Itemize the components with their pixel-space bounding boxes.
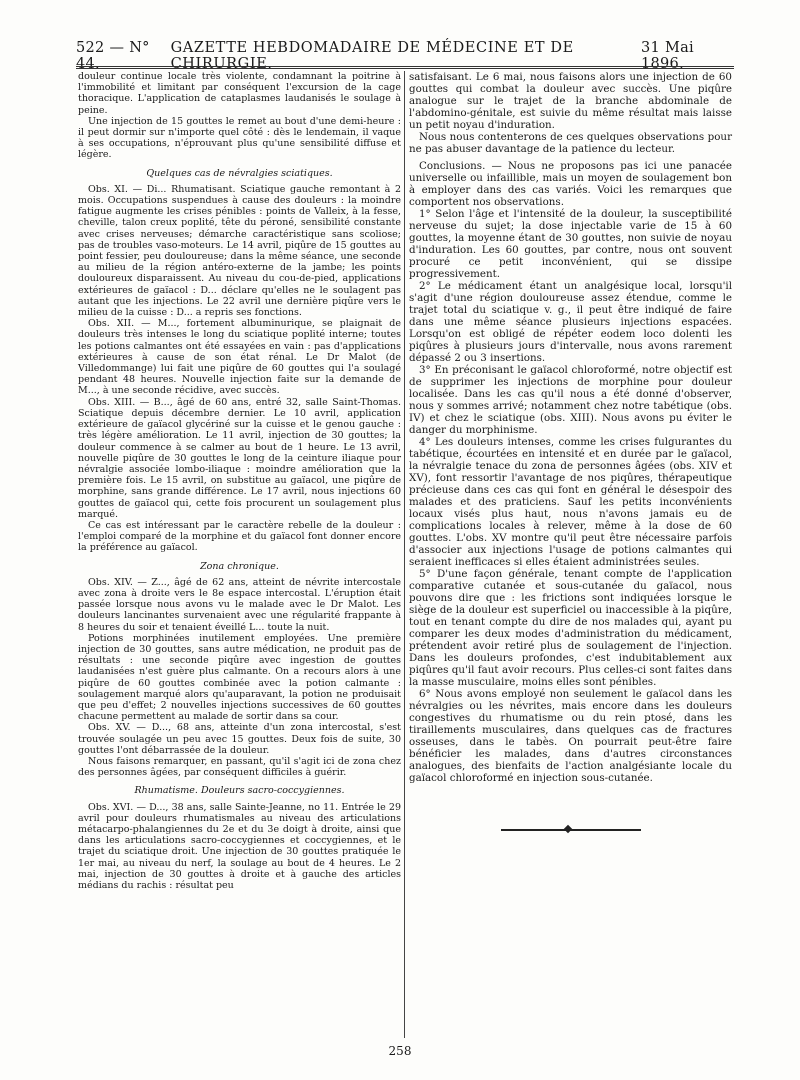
paragraph: 3° En préconisant le gaïacol chloroformé, notre objectif est de supprimer les injections de morphine pour douleur localisée. Dans les cas qu'il nous a été donné d'observer, nous y sommes arrivé; notamment chez notre tabétique (obs. IV) et chez le sciatique (obs. XIII). Nous avons pu éviter le danger du morphinisme.	[409, 364, 732, 436]
left-column	[78, 71, 401, 891]
paragraph: Obs. XI. — Di... Rhumatisant. Sciatique gauche remontant à 2 mois. Occupations suspendues à cause des douleurs : la moindre fatigue augmente les crises pénibles : points de Valleix, à la fesse, cheville, talon creux poplité, tête du péroné, sensibilité constante avec crises nerveuses; démarche caractéristique sans scoliose; pas de troubles vaso-moteurs. Le 14 avril, piqûre de 15 gouttes au point fessier, peu douloureuse; dans la même séance, une seconde au milieu de la région antéro-externe de la jambe; les points douloureux disparaissent. Au niveau du cou-de-pied, applications extérieures de gaïacol : D... déclare qu'elles ne le soulagent pas autant que les injections. Le 22 avril une dernière piqûre vers le milieu de la cuisse : D... a repris ses fonctions.	[78, 183, 401, 319]
paragraph: 5° D'une façon générale, tenant compte de l'application comparative cutanée et sous-cutanée du gaïacol, nous pouvons dire que : les frictions sont indiquées lorsque le siège de la douleur est superficiel ou inaccessible à la piqûre, tout en tenant compte du dire de nos malades qui, ayant pu comparer les deux modes d'administration du médicament, prétendent avoir retiré plus de soulagement de l'injection. Dans les douleurs profondes, c'est indubitablement aux piqûres qu'il faut avoir recours. Plus celles-ci sont faites dans la masse musculaire, moins elles sont pénibles.	[409, 568, 732, 688]
paragraph: Obs. XII. — M..., fortement albuminurique, se plaignait de douleurs très intenses le long du sciatique poplité interne; toutes les potions calmantes ont été essayées en vain : pas d'applications extérieures à cause de son état rénal. Le Dr Malot (de Villedommange) lui fait une piqûre de 60 gouttes qui l'a soulagé pendant 48 heures. Nouvelle injection faite sur la demande de M..., à une seconde récidive, avec succès.	[78, 318, 401, 397]
paragraph: Nous faisons remarquer, en passant, qu'il s'agit ici de zona chez des personnes âgées, par conséquent difficiles à guérir.	[78, 755, 401, 779]
paragraph: 2° Le médicament étant un analgésique local, lorsqu'il s'agit d'une région douloureuse assez étendue, comme le trajet total du sciatique v. g., il peut être indiqué de faire dans une même séance plusieurs injections espacées. Lorsqu'on est obligé de répéter eodem loco dolenti les piqûres à plusieurs jours d'intervalle, nous avons rarement dépassé 2 ou 3 insertions.	[409, 280, 732, 364]
paragraph: 4° Les douleurs intenses, comme les crises fulgurantes du tabétique, écourtées en intensité et en durée par le gaïacol, la névralgie tenace du zona de personnes âgées (obs. XIV et XV), font ressortir l'avantage de nos piqûres, thérapeutique précieuse dans ces cas qui font en général le désespoir des malades et des praticiens. Sauf les petits inconvénients locaux visés plus haut, nous n'avons jamais eu de complications locales à relever, même à la dose de 60 gouttes. L'obs. XV montre qu'il peut être nécessaire parfois d'associer aux injections l'usage de potions calmantes qui seraient inefficaces si elles étaient administrées seules.	[409, 436, 732, 568]
paragraph: Nous nous contenterons de ces quelques observations pour ne pas abuser davantage de la patience du lecteur.	[409, 131, 732, 155]
paragraph: satisfaisant. Le 6 mai, nous faisons alors une injection de 60 gouttes qui combat la douleur avec succès. Une piqûre analogue sur le trajet de la branche abdominale de l'abdomino-génitale, est suivie du même résultat mais laisse un petit noyau d'induration.	[409, 71, 732, 131]
paragraph: 1° Selon l'âge et l'intensité de la douleur, la susceptibilité nerveuse du sujet; la dose injectable varie de 15 à 60 gouttes, la moyenne étant de 30 gouttes, non suivie de noyau d'induration. Les 60 gouttes, par contre, nous ont souvent procuré ce petit inconvénient, qui se dissipe progressivement.	[409, 208, 732, 280]
header-rule	[76, 66, 734, 69]
column-divider	[404, 71, 405, 1038]
paragraph: Obs. XIII. — B..., âgé de 60 ans, entré 32, salle Saint-Thomas. Sciatique depuis décembre dernier. Le 10 avril, application extérieure de gaïacol glycériné sur la cuisse et le genou gauche : très légère amélioration. Le 11 avril, injection de 30 gouttes; la douleur commence à se calmer au bout de 1 heure. Le 13 avril, nouvelle piqûre de 30 gouttes le long de la ceinture iliaque pour névralgie associée lombo-iliaque : moindre amélioration que la première fois. Le 15 avril, on substitue au gaïacol, une piqûre de morphine, sans grande différence. Le 17 avril, nous injections 60 gouttes de gaïacol qui, cette fois procurent un soulagement plus marqué.	[78, 396, 401, 520]
section-heading: Quelques cas de névralgies sciatiques.	[146, 167, 333, 179]
page-number: 258	[388, 1044, 412, 1058]
paragraph: Obs. XIV. — Z..., âgé de 62 ans, atteint de névrite intercostale avec zona à droite vers le 8e espace intercostal. L'éruption était passée lorsque nous avons vu le malade avec le Dr Malot. Les douleurs lancinantes survenaient avec une régularité frappante à 8 heures du soir et tenaient éveillé L... toute la nuit.	[78, 576, 401, 633]
page-issue-label: 522 — N° 44.	[76, 40, 150, 72]
paragraph: Conclusions. — Nous ne proposons pas ici une panacée universelle ou infaillible, mais un moyen de soulagement bon à employer dans des cas variés. Voici les remarques que comportent nos observations.	[409, 160, 732, 208]
paragraph: Ce cas est intéressant par le caractère rebelle de la douleur : l'emploi comparé de la morphine et du gaïacol font donner encore la préférence au gaïacol.	[78, 519, 401, 554]
section-heading: Rhumatisme. Douleurs sacro-coccygiennes.	[134, 785, 345, 797]
ornament-diamond-icon	[563, 825, 571, 833]
paragraph: Obs. XV. — D..., 68 ans, atteinte d'un zona intercostal, s'est trouvée soulagée un peu avec 15 gouttes. Deux fois de suite, 30 gouttes l'ont débarrassée de la douleur.	[78, 722, 401, 756]
right-column	[409, 71, 732, 833]
issue-date: 31 Mai 1896.	[640, 40, 694, 72]
paragraph: Obs. XVI. — D..., 38 ans, salle Sainte-Jeanne, no 11. Entrée le 29 avril pour douleurs rhumatismales au niveau des articulations métacarpo-phalangiennes du 2e et du 3e doigt à droite, ainsi que dans les articulations sacro-coccygiennes et coccygiennes, et le trajet du sciatique droit. Une injection de 30 gouttes pratiquée le 1er mai, au niveau du nerf, la soulage au bout de 4 heures. Le 2 mai, injection de 30 gouttes à droite et à gauche des articles médians du rachis : résultat peu	[78, 801, 401, 892]
paragraph: Potions morphinées inutilement employées. Une première injection de 30 gouttes, sans autre médication, ne produit pas de résultats : une seconde piqûre avec ingestion de gouttes laudanisées n'est guère plus calmante. On a recours alors à une piqûre de 60 gouttes combinée avec la potion calmante : soulagement marqué alors qu'auparavant, la potion ne produisait que peu d'effet; 2 nouvelles injections successives de 60 gouttes chacune permettent au malade de sortir dans sa cour.	[78, 632, 401, 723]
journal-title: GAZETTE HEBDOMADAIRE DE MÉDECINE ET DE CHIRURGIE.	[170, 40, 574, 72]
section-heading: Zona chronique.	[200, 560, 279, 572]
paragraph: Une injection de 15 gouttes le remet au bout d'une demi-heure : il peut dormir sur n'importe quel côté : dès le lendemain, il vaque à ses occupations, n'éprouvant plus qu'une sensibilité diffuse et légère.	[78, 115, 401, 161]
end-ornament	[501, 826, 641, 833]
paragraph: 6° Nous avons employé non seulement le gaïacol dans les névralgies ou les névrites, mais encore dans les douleurs congestives du rhumatisme ou du rein ptosé, dans les tiraillements musculaires, dans quelques cas de fractures osseuses, dans le tabès. On pourrait peut-être faire bénéficier les malades, dans d'autres circonstances analogues, des bienfaits de l'action analgésiante locale du gaïacol chloroformé en injection sous-cutanée.	[409, 688, 732, 784]
paragraph: douleur continue locale très violente, condamnant la poitrine à l'immobilité et limitant par conséquent l'excursion de la cage thoracique. L'application de cataplasmes laudanisés le soulage à peine.	[78, 71, 401, 116]
